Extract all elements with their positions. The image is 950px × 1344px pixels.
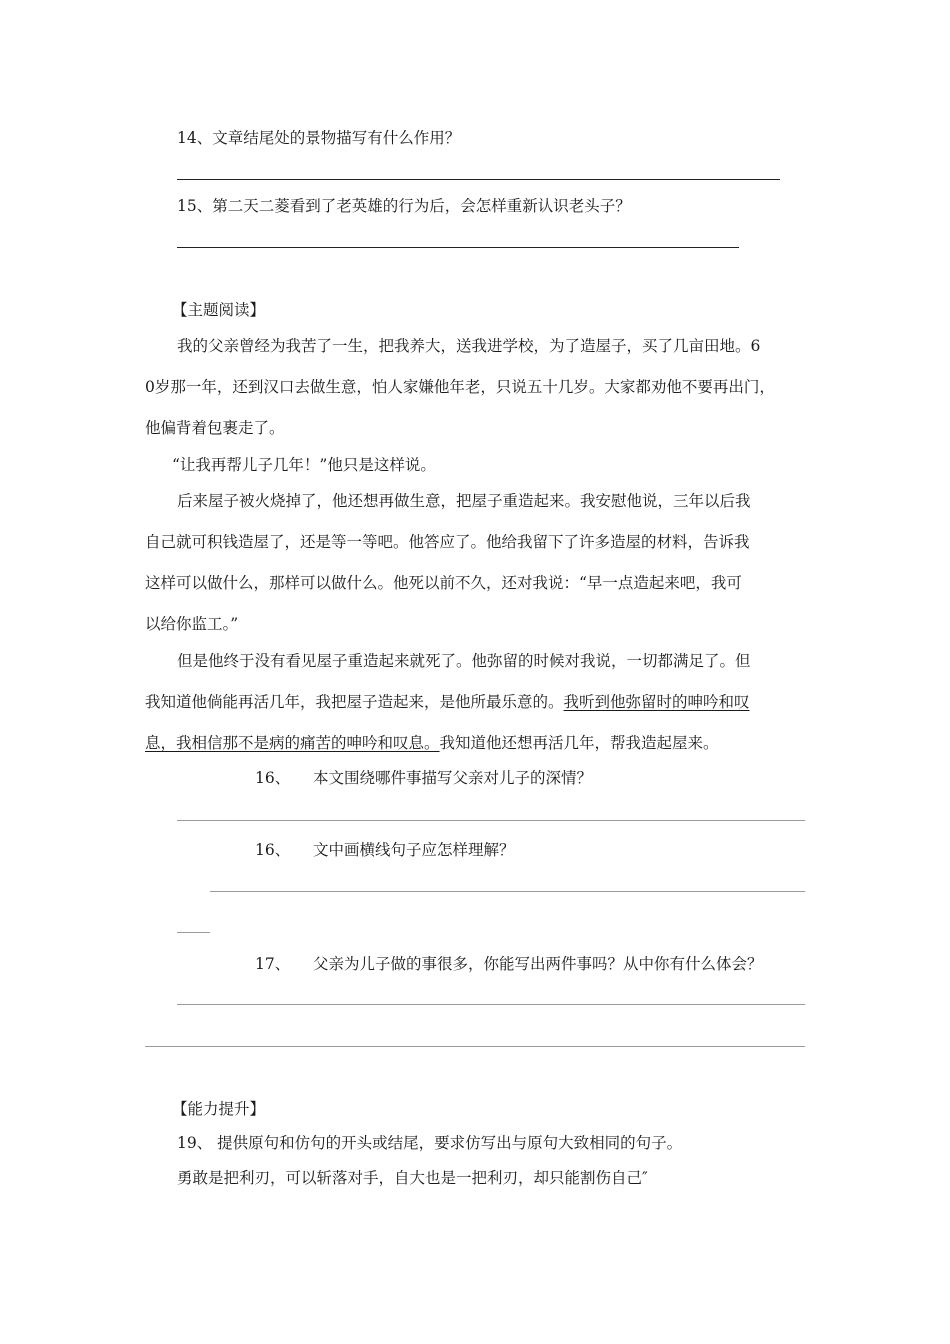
answer-line-15 (177, 247, 739, 248)
answer-line-16b (210, 891, 805, 892)
question-17-text: 父亲为儿子做的事很多，你能写出两件事吗？从中你有什么体会？ (313, 955, 763, 973)
answer-line-17a (177, 1004, 805, 1005)
underlined-sentence: 息，我相信那不是病的痛苦的呻吟和叹息。 (145, 734, 440, 752)
passage-line: 他偏背着包裹走了。 (145, 419, 285, 437)
passage-line: 以给你监工。” (145, 615, 239, 633)
question-19: 19、 提供原句和仿句的开头或结尾，要求仿写出与原句大致相同的句子。 (177, 1134, 683, 1152)
passage-line: 自己就可积钱造屋了，还是等一等吧。他答应了。他给我留下了许多造屋的材料，告诉我 (145, 533, 750, 551)
answer-line-16b-tail (177, 932, 210, 933)
passage-line: 0岁那一年，还到汉口去做生意，怕人家嫌他年老，只说五十几岁。大家都劝他不要再出门， (145, 378, 775, 396)
underlined-sentence: 我听到他弥留时的呻吟和叹 (563, 693, 750, 711)
passage-line (145, 733, 719, 753)
example-sentence: 勇敢是把利刃，可以斩落对手，自大也是一把利刃，却只能割伤自己″ (177, 1169, 648, 1187)
question-17-number: 17、 (255, 955, 291, 973)
question-15: 15、第二天二菱看到了老英雄的行为后，会怎样重新认识老头子？ (177, 197, 631, 215)
passage-line: 后来屋子被火烧掉了，他还想再做生意，把屋子重造起来。我安慰他说，三年以后我 (177, 492, 751, 510)
ability-heading: 【能力提升】 (172, 1100, 266, 1118)
passage-text: 我知道他还想再活几年，帮我造起屋来。 (439, 734, 719, 752)
question-16b-number: 16、 (255, 841, 291, 859)
theme-reading-heading: 【主题阅读】 (172, 301, 266, 319)
passage-line: 我的父亲曾经为我苦了一生，把我养大，送我进学校，为了造屋子，买了几亩田地。6 (177, 337, 761, 355)
question-16a-number: 16、 (255, 769, 291, 787)
question-14: 14、文章结尾处的景物描写有什么作用？ (177, 129, 461, 147)
answer-line-17b (145, 1046, 805, 1047)
passage-line: “让我再帮儿子几年！”他只是这样说。 (172, 456, 436, 474)
answer-line-16a (177, 820, 805, 821)
passage-line (145, 692, 750, 712)
passage-line: 但是他终于没有看见屋子重造起来就死了。他弥留的时候对我说，一切都满足了。但 (177, 652, 751, 670)
passage-line: 这样可以做什么，那样可以做什么。他死以前不久，还对我说：“早一点造起来吧，我可 (145, 574, 742, 592)
passage-text: 我知道他倘能再活几年，我把屋子造起来，是他所最乐意的。 (145, 693, 564, 711)
question-16b-text: 文中画横线句子应怎样理解？ (313, 841, 515, 859)
question-16a-text: 本文围绕哪件事描写父亲对儿子的深情？ (313, 769, 593, 787)
answer-line-14 (177, 179, 780, 180)
